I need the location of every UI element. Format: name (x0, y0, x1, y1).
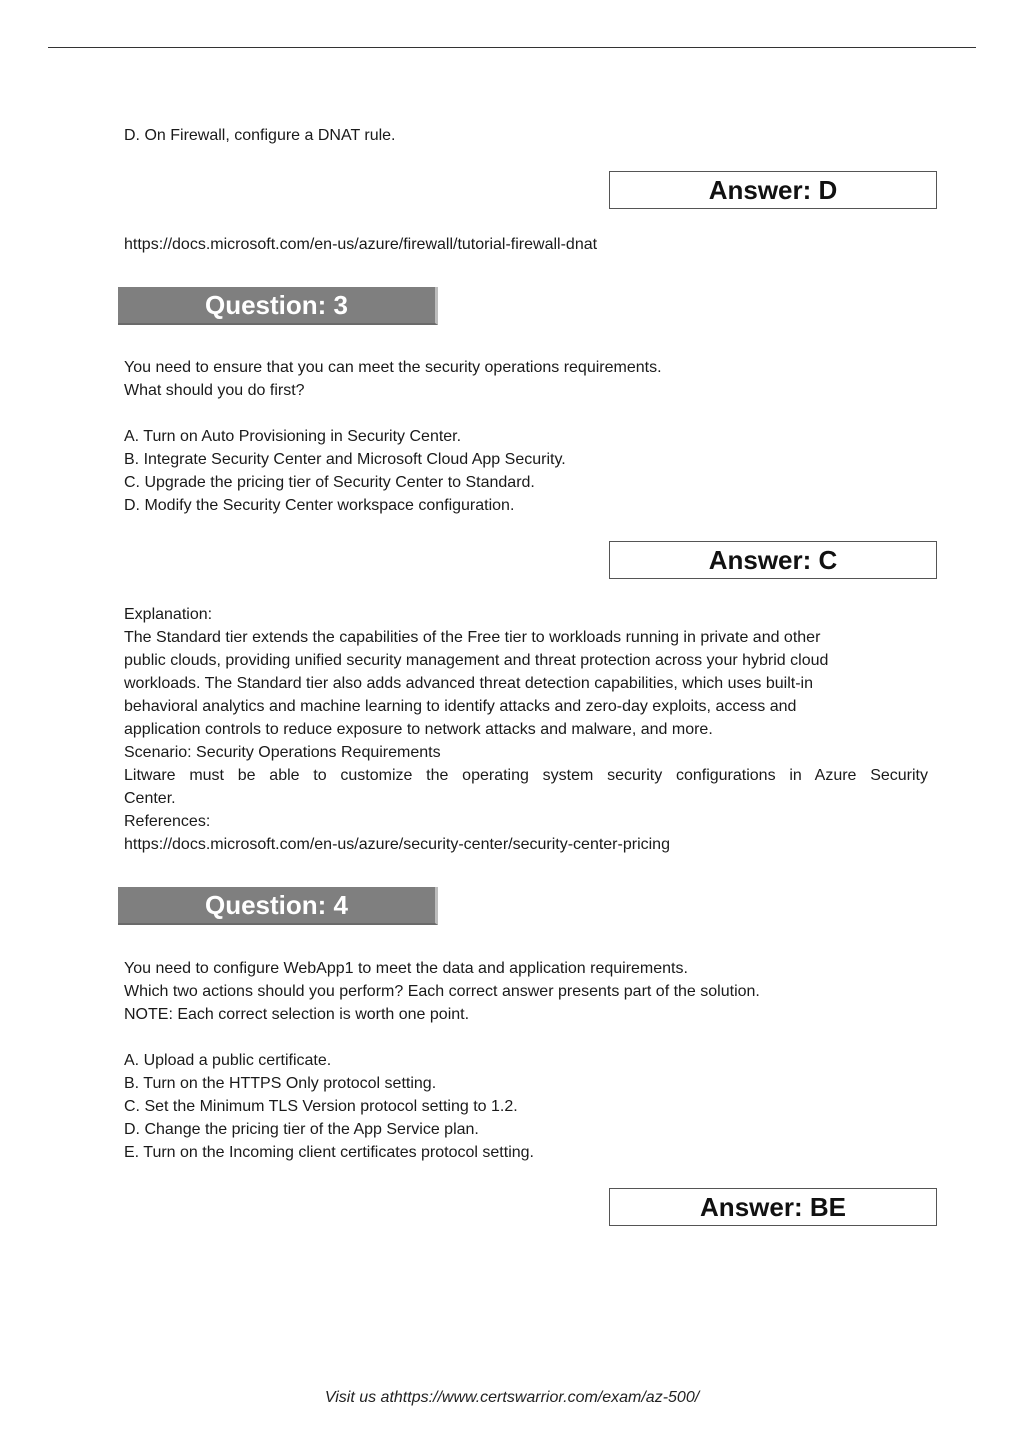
q3-option-d: D. Modify the Security Center workspace configuration. (124, 497, 515, 514)
option-d-prev: D. On Firewall, configure a DNAT rule. (124, 127, 396, 144)
answer-box-prev: Answer: D (609, 171, 937, 209)
q3-option-c: C. Upgrade the pricing tier of Security Center to Standard. (124, 474, 535, 491)
q3-explanation-line: behavioral analytics and machine learning to identify attacks and zero-day exploits, access and (124, 698, 797, 715)
q4-option-c: C. Set the Minimum TLS Version protocol setting to 1.2. (124, 1098, 518, 1115)
q3-option-b: B. Integrate Security Center and Microsoft Cloud App Security. (124, 451, 566, 468)
q3-explanation-line: workloads. The Standard tier also adds advanced threat detection capabilities, which uses built-in (124, 675, 813, 692)
question-4-header: Question: 4 (118, 887, 438, 925)
q3-answer-box: Answer: C (609, 541, 937, 579)
q3-explanation-line: Litware must be able to customize the operating system security configurations in Azure Security (124, 767, 928, 784)
q3-explanation-line: Center. (124, 790, 176, 807)
q4-option-e: E. Turn on the Incoming client certificates protocol setting. (124, 1144, 534, 1161)
q3-prompt-line: What should you do first? (124, 382, 305, 399)
q3-explanation-line: public clouds, providing unified security management and threat protection across your hybrid cloud (124, 652, 829, 669)
reference-link-prev[interactable]: https://docs.microsoft.com/en-us/azure/firewall/tutorial-firewall-dnat (124, 236, 598, 253)
q3-explanation-line: Explanation: (124, 606, 213, 623)
q3-explanation-line: References: (124, 813, 211, 830)
q4-answer-box: Answer: BE (609, 1188, 937, 1226)
q3-explanation-line: application controls to reduce exposure to network attacks and malware, and more. (124, 721, 713, 738)
q4-option-d: D. Change the pricing tier of the App Service plan. (124, 1121, 479, 1138)
q3-explanation-line: Scenario: Security Operations Requirements (124, 744, 441, 761)
q3-prompt-line: You need to ensure that you can meet the security operations requirements. (124, 359, 662, 376)
q4-option-a: A. Upload a public certificate. (124, 1052, 332, 1069)
q3-option-a: A. Turn on Auto Provisioning in Security Center. (124, 428, 462, 445)
footer-text: Visit us athttps://www.certswarrior.com/exam/az-500/ (324, 1389, 700, 1406)
header-rule (48, 47, 976, 48)
q4-prompt-line: NOTE: Each correct selection is worth one point. (124, 1006, 470, 1023)
q3-explanation-line: The Standard tier extends the capabilities of the Free tier to workloads running in private and other (124, 629, 821, 646)
q4-prompt-line: Which two actions should you perform? Each correct answer presents part of the solution. (124, 983, 760, 1000)
q4-prompt-line: You need to configure WebApp1 to meet the data and application requirements. (124, 960, 688, 977)
question-3-header: Question: 3 (118, 287, 438, 325)
q3-reference-link[interactable]: https://docs.microsoft.com/en-us/azure/security-center/security-center-pricing (124, 836, 670, 853)
q4-option-b: B. Turn on the HTTPS Only protocol setting. (124, 1075, 437, 1092)
